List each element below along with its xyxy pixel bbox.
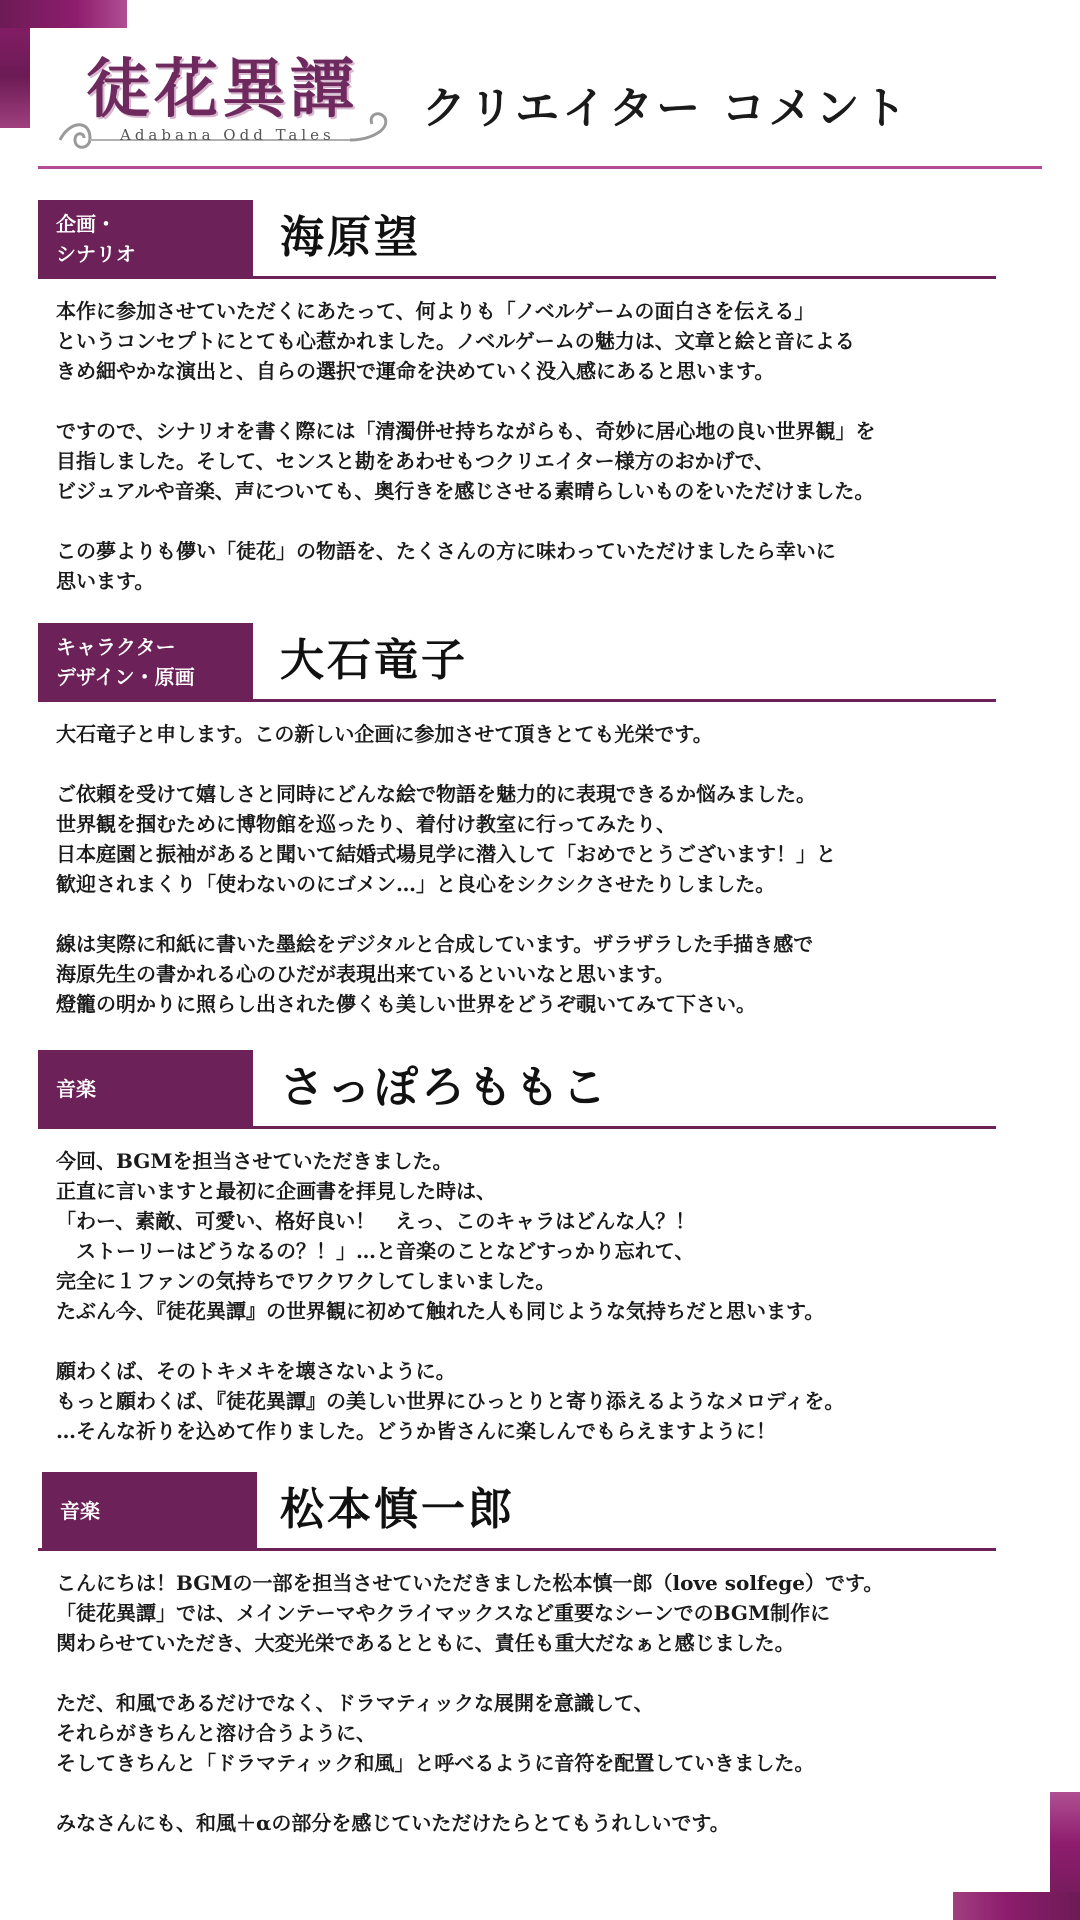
section-divider xyxy=(38,1548,996,1551)
comment-body xyxy=(56,1146,1066,1446)
creator-name: さっぽろももこ xyxy=(280,1062,609,1113)
comment-paragraph: 大石竜子と申します。この新しい企画に参加させて頂きとても光栄です。 xyxy=(56,722,713,746)
creator-name: 松本慎一郎 xyxy=(280,1484,515,1535)
creator-name: 大石竜子 xyxy=(280,635,468,686)
game-logo xyxy=(50,50,400,160)
header-divider xyxy=(38,166,1042,169)
comment-paragraph: 線は実際に和紙に書いた墨絵をデジタルと合成しています。ザラザラした手描き感で 海原先生の書かれる心のひだが表現出来ているといいなと思います。 燈籠の明かりに照らし出された儚くも美しい世界をどうぞ覗いてみて下さい。 xyxy=(56,932,814,1016)
page-title: クリエイター コメント xyxy=(422,83,910,134)
page-header xyxy=(40,50,1040,170)
comment-paragraph: ですので、シナリオを書く際には「清濁併せ持ちながらも、奇妙に居心地の良い世界観」を 目指しました。そして、センスと勘をあわせもつクリエイター様方のおかげで、 ビジュアルや音楽、声についても、奥行きを感じさせる素晴らしいものをいただけました。 xyxy=(56,419,876,503)
role-label: 音楽 xyxy=(38,1050,253,1128)
section-divider xyxy=(38,276,996,279)
comment-paragraph: 今回、BGMを担当させていただきました。 正直に言いますと最初に企画書を拝見した時は、 「わー、素敵、可愛い、格好良い！ えっ、このキャラはどんな人？！ ストーリーはどうなるの？！」…と音楽のことなどすっかり忘れて、 完全に１ファンの気持ちでワクワクしてしまいました。 たぶん今、『徒花異譚』の世界観に初めて触れた人も同じような気持ちだと思います。 xyxy=(56,1149,825,1323)
comment-paragraph: こんにちは！BGMの一部を担当させていただきました松本慎一郎（love solfege）です。 「徒花異譚」では、メインテーマやクライマックスなど重要なシーンでのBGM制作に 関わらせていただき、大変光栄であるとともに、責任も重大だなぁと感じました。 xyxy=(56,1571,884,1655)
comment-paragraph: この夢よりも儚い「徒花」の物語を、たくさんの方に味わっていただけましたら幸いに 思います。 xyxy=(56,539,836,593)
comment-paragraph: 願わくば、そのトキメキを壊さないように。 もっと願わくば、『徒花異譚』の美しい世界にひっとりと寄り添えるようなメロディを。 …そんな祈りを込めて作りました。どうか皆さんに楽しんでもらえますように！ xyxy=(56,1359,845,1443)
creator-name: 海原望 xyxy=(280,212,421,263)
comment-paragraph: 本作に参加させていただくにあたって、何よりも「ノベルゲームの面白さを伝える」 というコンセプトにとても心惹かれました。ノベルゲームの魅力は、文章と絵と音による きめ細やかな演出と、自らの選択で運命を決めていく没入感にあると思います。 xyxy=(56,299,855,383)
comment-paragraph: みなさんにも、和風＋αの部分を感じていただけたらとてもうれしいです。 xyxy=(56,1811,730,1835)
comment-body xyxy=(56,719,1066,1019)
section-divider xyxy=(38,1126,996,1129)
comment-body xyxy=(56,296,1066,596)
comment-paragraph: ただ、和風であるだけでなく、ドラマティックな展開を意識して、 それらがきちんと溶け合うように、 そしてきちんと「ドラマティック和風」と呼べるように音符を配置していきました。 xyxy=(56,1691,815,1775)
comment-paragraph: ご依頼を受けて嬉しさと同時にどんな絵で物語を魅力的に表現できるか悩みました。 世界観を掴むために博物館を巡ったり、着付け教室に行ってみたり、 日本庭園と振袖があると聞いて結婚式場見学に潜入して「おめでとうございます！」と 歓迎されまくり「使わないのにゴメン…」と良心をシクシクさせたりしました。 xyxy=(56,782,836,896)
comment-body xyxy=(56,1568,1066,1838)
role-label: キャラクター デザイン・原画 xyxy=(38,623,253,701)
role-label: 企画・ シナリオ xyxy=(38,200,253,278)
logo-subtitle: Adabana Odd Tales xyxy=(120,126,335,144)
role-label: 音楽 xyxy=(42,1472,257,1550)
logo-title: 徒花異譚 xyxy=(86,52,358,127)
corner-decoration-bottom-right-bar xyxy=(953,1892,1080,1920)
section-divider xyxy=(38,699,996,702)
corner-decoration-top-left-bar xyxy=(0,0,127,28)
